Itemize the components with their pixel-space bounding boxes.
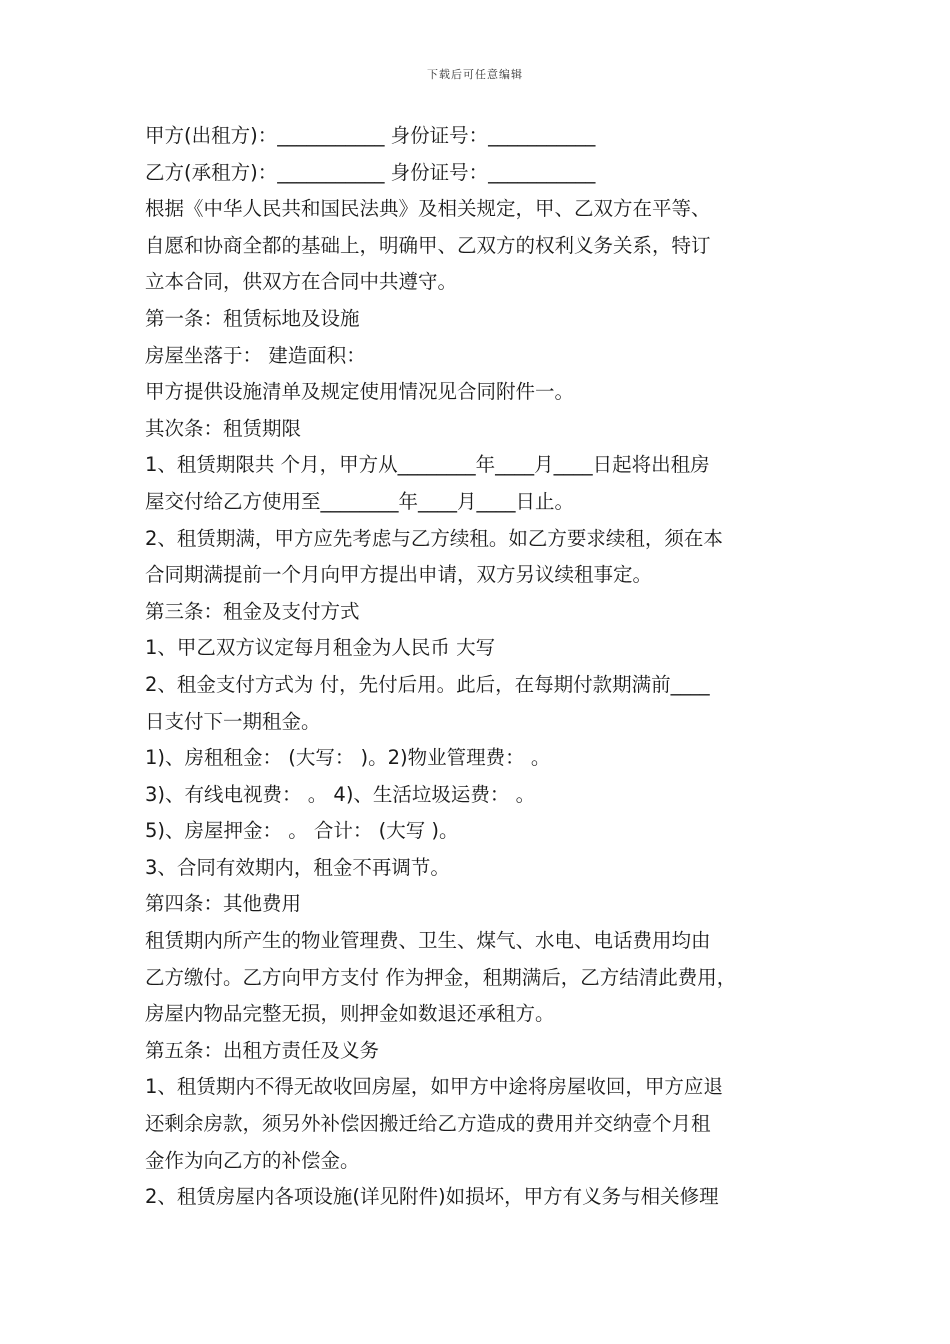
article-4-line-2: 乙方缴付。乙方向甲方支付 作为押金，租期满后，乙方结清此费用， (145, 965, 737, 989)
article-3-line-1: 1、甲乙双方议定每月租金为人民币 大写 (145, 636, 496, 660)
article-5-line-3: 金作为向乙方的补偿金。 (145, 1148, 360, 1172)
party-a-line: 甲方(出租方)：___________ 身份证号：___________ (145, 124, 596, 147)
preamble-line-2: 自愿和协商全都的基础上，明确甲、乙双方的权利义务关系，特订 (145, 233, 711, 257)
article-5-line-4: 2、租赁房屋内各项设施(详见附件)如损坏，甲方有义务与相关修理 (145, 1185, 719, 1209)
article-1-heading: 第一条：租赁标地及设施 (145, 306, 360, 330)
article-2-line-4: 合同期满提前一个月向甲方提出申请，双方另议续租事定。 (145, 563, 653, 587)
article-2-heading: 其次条：租赁期限 (145, 416, 302, 440)
article-4-heading: 第四条：其他费用 (145, 892, 302, 916)
article-3-line-3: 日支付下一期租金。 (145, 709, 321, 733)
article-5-line-1: 1、租赁期内不得无故收回房屋，如甲方中途将房屋收回，甲方应退 (145, 1075, 723, 1099)
article-3-line-7: 3、合同有效期内，租金不再调节。 (145, 855, 450, 879)
article-3-line-4: 1)、房租租金： (大写： )。2)物业管理费： 。 (145, 746, 551, 770)
article-3-line-2: 2、租金支付方式为 付，先付后用。此后，在每期付款期满前____ (145, 672, 710, 696)
party-b-line: 乙方(承租方)：___________ 身份证号：___________ (145, 160, 596, 184)
article-5-line-2: 还剩余房款，须另外补偿因搬迁给乙方造成的费用并交纳壹个月租 (145, 1112, 711, 1136)
article-2-line-3: 2、租赁期满，甲方应先考虑与乙方续租。如乙方要求续租，须在本 (145, 526, 723, 550)
article-5-heading: 第五条：出租方责任及义务 (145, 1038, 380, 1062)
article-3-heading: 第三条：租金及支付方式 (145, 599, 360, 623)
article-1-line-1: 房屋坐落于： 建造面积： (145, 343, 366, 367)
header-note: 下载后可任意编辑 (427, 68, 523, 81)
article-1-line-2: 甲方提供设施清单及规定使用情况见合同附件一。 (145, 380, 575, 404)
preamble-line-1: 根据《中华人民共和国民法典》及相关规定，甲、乙双方在平等、 (145, 197, 711, 221)
article-4-line-1: 租赁期内所产生的物业管理费、卫生、煤气、水电、电话费用均由 (145, 929, 711, 953)
article-2-line-1: 1、租赁期限共 个月，甲方从________年____月____日起将出租房 (145, 453, 710, 477)
contract-body (145, 118, 825, 1216)
article-3-line-5: 3)、有线电视费： 。 4)、生活垃圾运费： 。 (145, 782, 536, 806)
article-4-line-3: 房屋内物品完整无损，则押金如数退还承租方。 (145, 1002, 555, 1026)
article-3-line-6: 5)、房屋押金： 。 合计： (大写 )。 (145, 819, 459, 843)
preamble-line-3: 立本合同，供双方在合同中共遵守。 (145, 270, 458, 294)
article-2-line-2: 屋交付给乙方使用至________年____月____日止。 (145, 489, 575, 513)
